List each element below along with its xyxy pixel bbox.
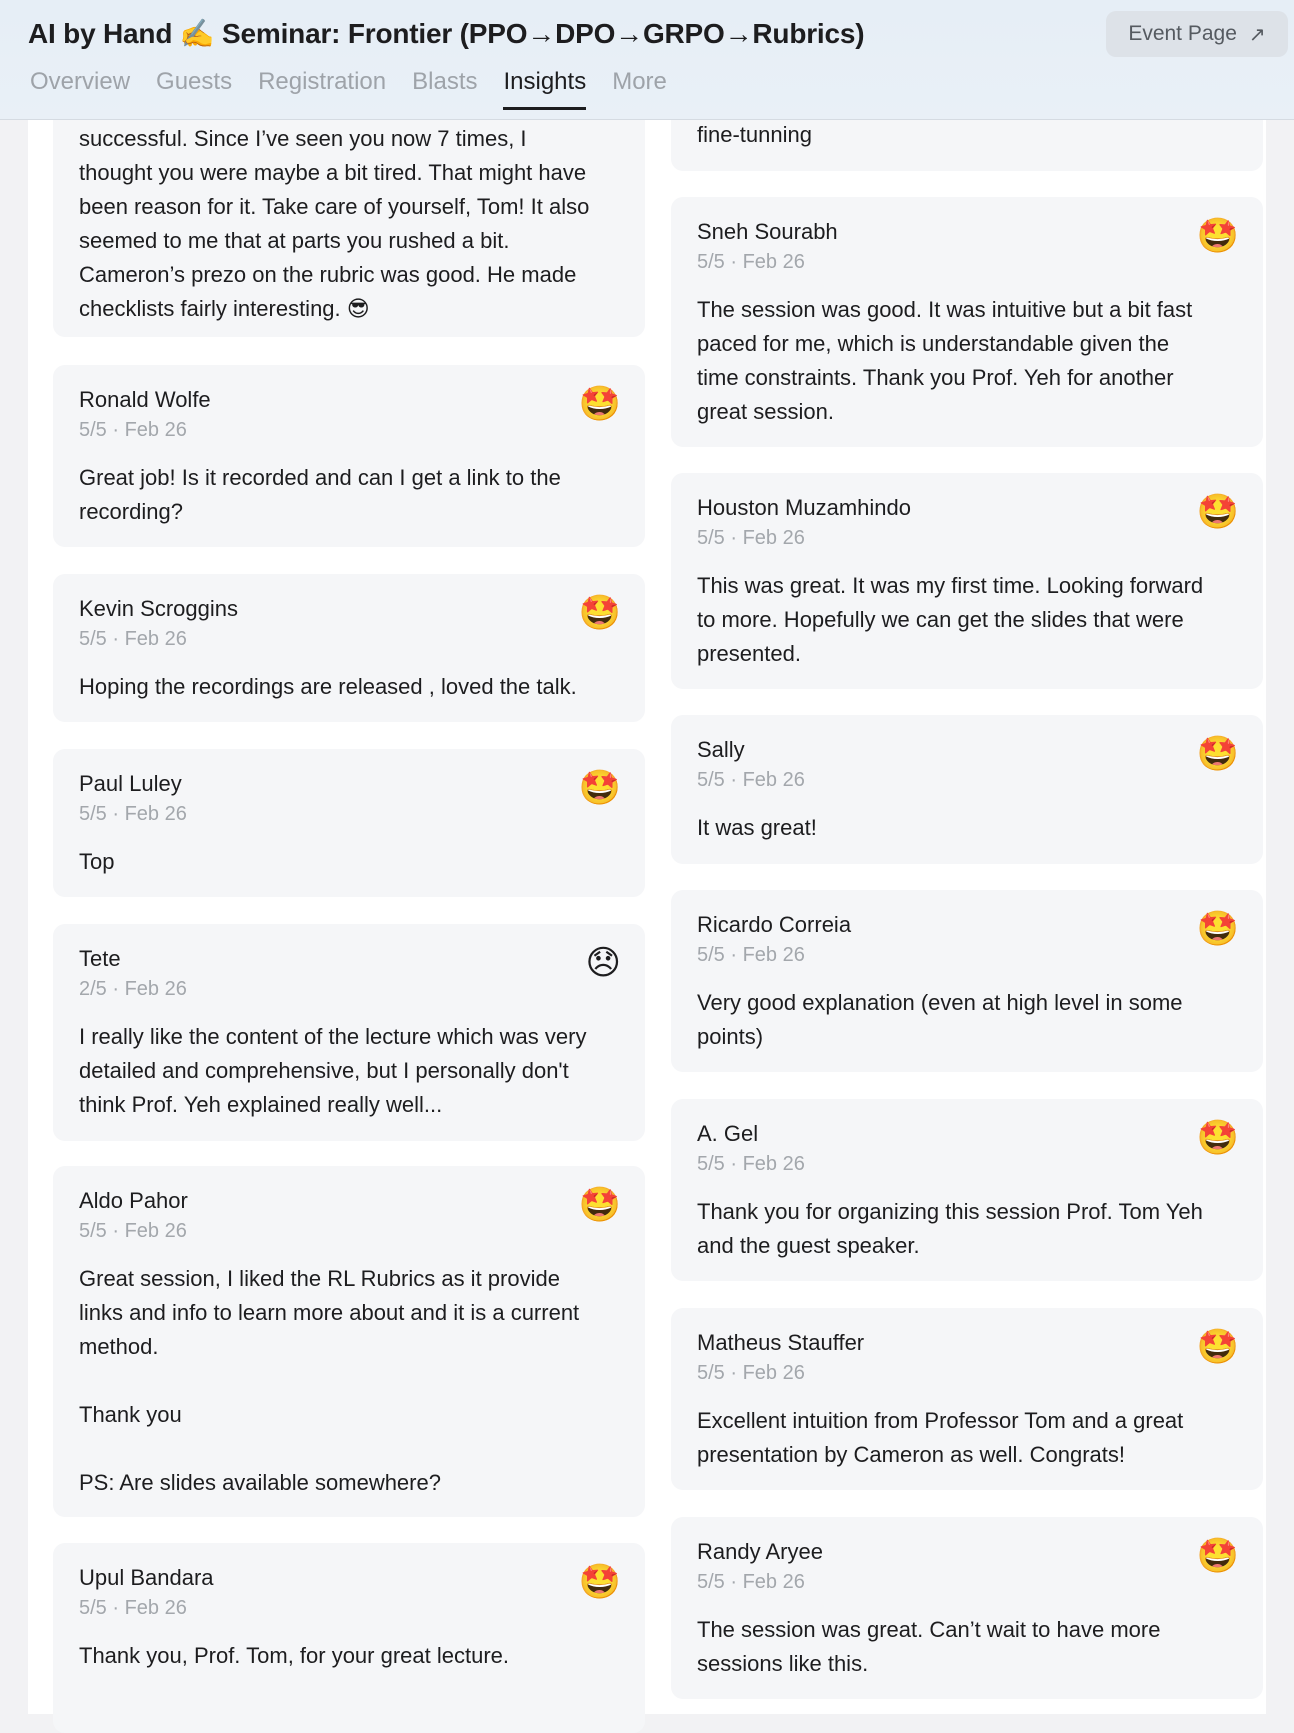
star-struck-emoji-icon: 🤩 [1196,493,1239,531]
star-struck-emoji-icon: 🤩 [1196,910,1239,948]
feedback-card [671,890,1263,1072]
event-page-label: Event Page [1128,22,1237,45]
feedback-text: successful. Since I’ve seen you now 7 times, I thought you were maybe a bit tired. That might have been reason for it. Take care of yourself, Tom! It also seemed to me that at parts you rushed a bit. Cameron’s prezo on the rubric was good. He made checklists fairly interesting. 😎 [79,126,590,321]
tab-registration[interactable]: Registration [258,68,387,95]
star-struck-emoji-icon: 🤩 [578,385,621,423]
feedback-card [53,365,645,547]
reviewer-name: A. Gel [697,1121,759,1146]
reviewer-name: Kevin Scroggins [79,596,238,621]
feedback-text: Top [79,849,115,874]
feedback-text: Thank you for organizing this session Prof. Tom Yeh and the guest speaker. [697,1199,1203,1258]
feedback-text: Great job! Is it recorded and can I get a link to the recording? [79,465,561,524]
feedback-text: It was great! [697,815,817,840]
feedback-text: The session was good. It was intuitive but a bit fast paced for me, which is understandable given the time constraints. Thank you Prof. Yeh for another great session. [697,297,1193,424]
reviewer-name: Sally [697,737,745,762]
rating-date: 5/5 · Feb 26 [697,251,805,273]
feedback-text: Very good explanation (even at high level in some points) [697,990,1183,1049]
disappointed-emoji-icon: 😞 [585,944,621,982]
feedback-card [671,715,1263,864]
star-struck-emoji-icon: 🤩 [1196,217,1239,255]
feedback-card [671,1517,1263,1699]
feedback-card [671,1099,1263,1281]
tab-guests[interactable]: Guests [156,68,233,95]
reviewer-name: Tete [79,946,121,971]
feedback-card [53,574,645,722]
feedback-text: Thank you, Prof. Tom, for your great lecture. [79,1643,510,1668]
reviewer-name: Ricardo Correia [697,912,852,937]
tab-bar [30,68,667,110]
feedback-card [53,1166,645,1517]
feedback-card [53,100,645,337]
feedback-text: Great session, I liked the RL Rubrics as it provide links and info to learn more about and it is a current method. Thank you PS: Are slides available somewhere? [79,1266,580,1495]
star-struck-emoji-icon: 🤩 [578,1186,621,1224]
star-struck-emoji-icon: 🤩 [1196,1328,1239,1366]
event-header [0,0,1294,120]
tab-more[interactable]: More [612,68,667,95]
rating-date: 5/5 · Feb 26 [79,803,187,825]
reviewer-name: Matheus Stauffer [697,1330,865,1355]
feedback-text: fine-tunning [697,122,812,147]
reviewer-name: Randy Aryee [697,1539,823,1564]
reviewer-name: Upul Bandara [79,1565,214,1590]
star-struck-emoji-icon: 🤩 [1196,1537,1239,1575]
arrow-up-right-icon: ↗ [1248,23,1266,46]
feedback-card [671,197,1263,447]
tab-blasts[interactable]: Blasts [412,68,478,95]
feedback-text: Excellent intuition from Professor Tom and a great presentation by Cameron as well. Congrats! [697,1408,1184,1467]
reviewer-name: Sneh Sourabh [697,219,838,244]
rating-date: 5/5 · Feb 26 [79,419,187,441]
feedback-card [53,749,645,897]
rating-date: 5/5 · Feb 26 [79,628,187,650]
star-struck-emoji-icon: 🤩 [578,1563,621,1601]
feedback-card [53,924,645,1141]
rating-date: 2/5 · Feb 26 [79,978,187,1000]
feedback-text: I really like the content of the lecture which was very detailed and comprehensive, but I personally don't think Prof. Yeh explained really well... [79,1024,587,1117]
rating-date: 5/5 · Feb 26 [697,1362,805,1384]
event-page-button[interactable] [1106,11,1288,57]
rating-date: 5/5 · Feb 26 [697,769,805,791]
feedback-text: This was great. It was my first time. Looking forward to more. Hopefully we can get the slides that were presented. [697,573,1204,666]
reviewer-name: Aldo Pahor [79,1188,188,1213]
rating-date: 5/5 · Feb 26 [697,1153,805,1175]
rating-date: 5/5 · Feb 26 [697,527,805,549]
rating-date: 5/5 · Feb 26 [79,1220,187,1242]
page-title: AI by Hand ✍️ Seminar: Frontier (PPO→DPO→GRPO→Rubrics) [28,18,865,49]
reviewer-name: Ronald Wolfe [79,387,211,412]
star-struck-emoji-icon: 🤩 [1196,735,1239,773]
tab-overview[interactable]: Overview [30,68,131,95]
star-struck-emoji-icon: 🤩 [578,769,621,807]
tab-insights[interactable]: Insights [503,68,586,110]
star-struck-emoji-icon: 🤩 [1196,1119,1239,1157]
star-struck-emoji-icon: 🤩 [578,594,621,632]
rating-date: 5/5 · Feb 26 [79,1597,187,1619]
reviewer-name: Paul Luley [79,771,182,796]
feedback-text: The session was great. Can’t wait to have more sessions like this. [697,1617,1161,1676]
feedback-text: Hoping the recordings are released , loved the talk. [79,674,577,699]
rating-date: 5/5 · Feb 26 [697,1571,805,1593]
rating-date: 5/5 · Feb 26 [697,944,805,966]
feedback-card [671,1308,1263,1490]
reviewer-name: Houston Muzamhindo [697,495,912,520]
feedback-card [671,473,1263,689]
feedback-card [53,1543,645,1733]
